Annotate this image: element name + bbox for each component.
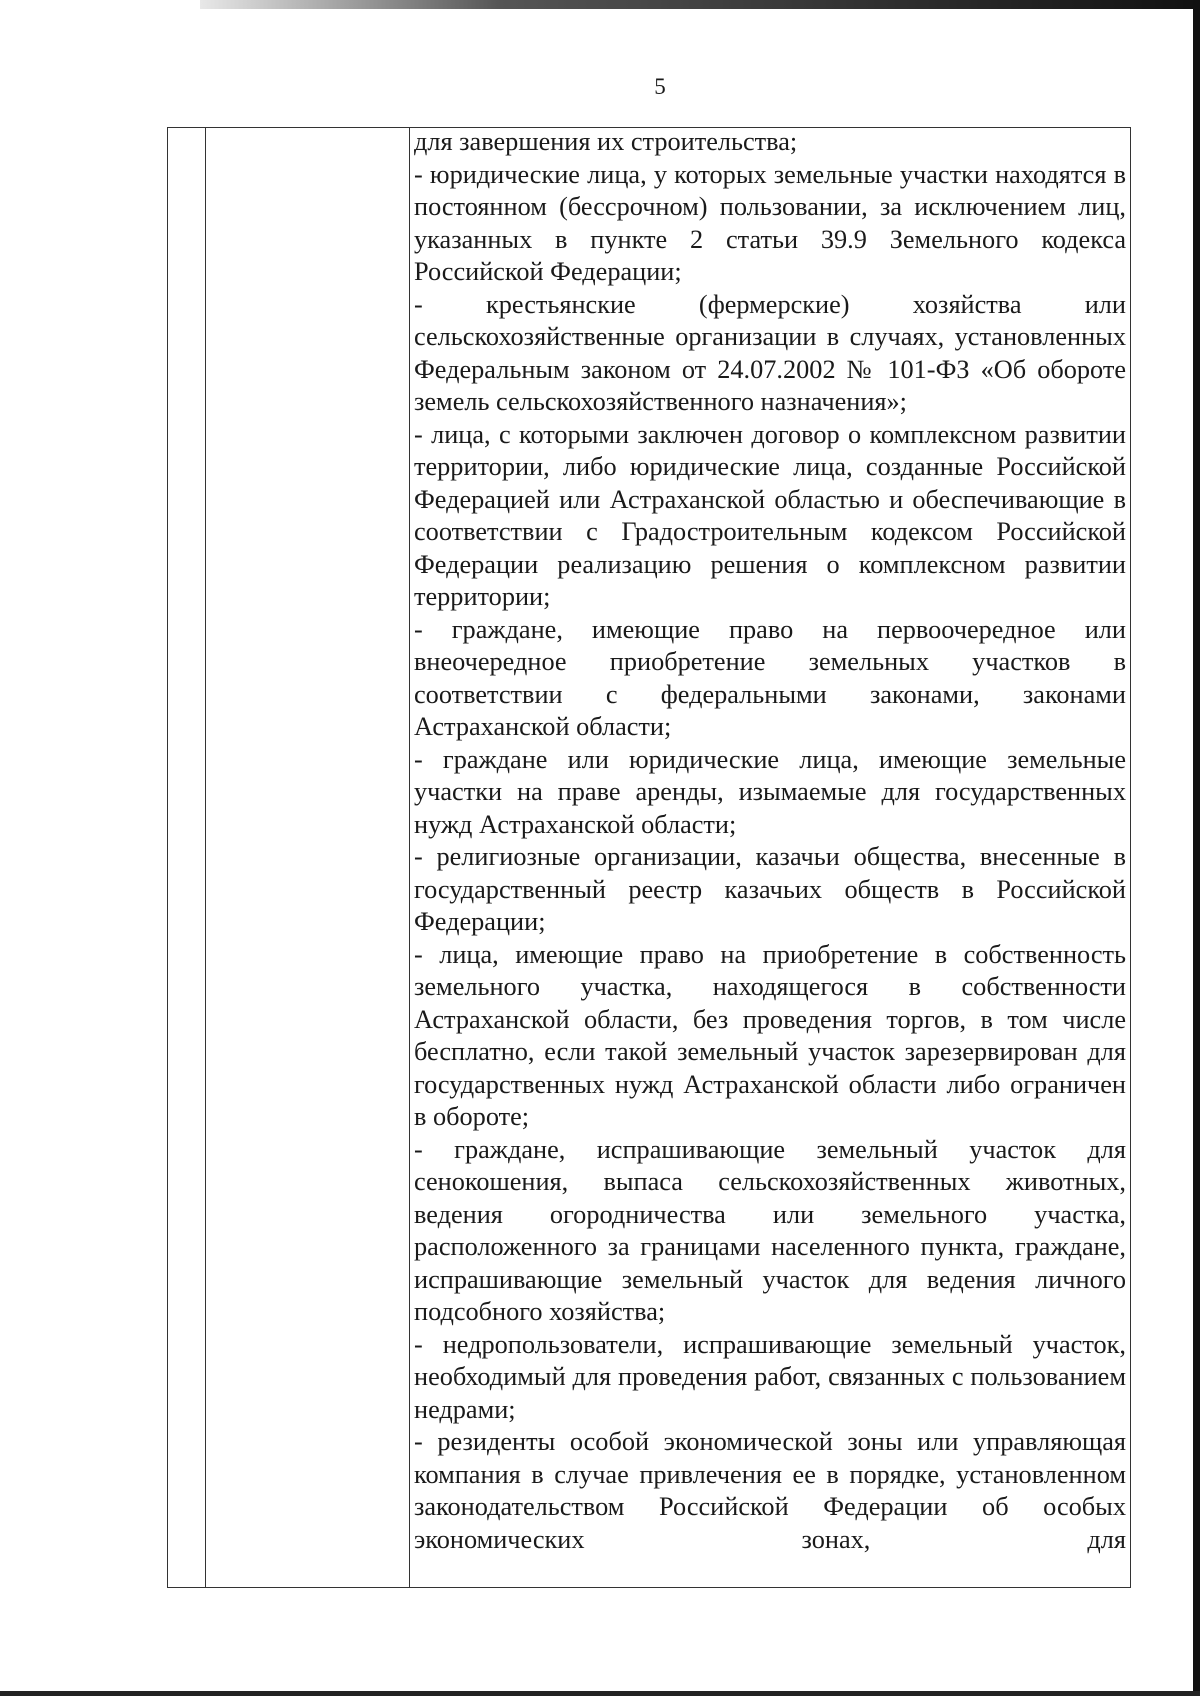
paragraph: - лица, имеющие право на приобретение в собственность земельного участка, находящегося в собственности Астраханской области, без проведения торгов, в том числе бесплатно, если такой земельный участок зарезервирован для государственных нужд Астраханской области либо ограничен в обороте; — [414, 939, 1126, 1131]
table-column-divider — [409, 128, 410, 1587]
scan-edge-right — [1193, 0, 1200, 1696]
document-table — [167, 127, 1131, 1588]
table-cell-applicants — [414, 126, 1126, 1556]
paragraph: - лица, с которыми заключен договор о комплексном развитии территории, либо юридические лица, созданные Российской Федерацией или Астраханской областью и обеспечивающие в соответствии с Градостроительным кодексом Российской Федерации реализацию решения о комплексном развитии территории; — [414, 419, 1126, 611]
paragraph: - граждане или юридические лица, имеющие земельные участки на праве аренды, изымаемые для государственных нужд Астраханской области; — [414, 744, 1126, 839]
table-column-divider — [205, 128, 206, 1587]
paragraph: - граждане, испрашивающие земельный участок для сенокошения, выпаса сельскохозяйственных животных, ведения огородничества или земельного участка, расположенного за границами населенного пункта, граждане, испрашивающие земельный участок для ведения личного подсобного хозяйства; — [414, 1134, 1126, 1326]
paragraph: - крестьянские (фермерские) хозяйства или сельскохозяйственные организации в случаях, установленных Федеральным законом от 24.07.2002 № 101-ФЗ «Об обороте земель сельскохозяйственного назначения»; — [414, 289, 1126, 416]
paragraph: - недропользователи, испрашивающие земельный участок, необходимый для проведения работ, связанных с пользованием недрами; — [414, 1329, 1126, 1424]
paragraph: - резиденты особой экономической зоны или управляющая компания в случае привлечения ее в порядке, установленном законодательством Российской Федерации об особых экономических зонах, для — [414, 1427, 1126, 1554]
paragraph: - граждане, имеющие право на первоочередное или внеочередное приобретение земельных участков в соответствии с федеральными законами, законами Астраханской области; — [414, 614, 1126, 741]
scan-edge-top — [200, 0, 1200, 9]
page-number: 5 — [654, 74, 666, 99]
paragraph: для завершения их строительства; — [414, 127, 798, 156]
paragraph: - юридические лица, у которых земельные участки находятся в постоянном (бессрочном) пользовании, за исключением лиц, указанных в пункте 2 статьи 39.9 Земельного кодекса Российской Федерации; — [414, 159, 1126, 286]
paragraph: - религиозные организации, казачьи общества, внесенные в государственный реестр казачьих обществ в Российской Федерации; — [414, 842, 1126, 936]
scan-edge-bottom — [0, 1691, 1200, 1696]
